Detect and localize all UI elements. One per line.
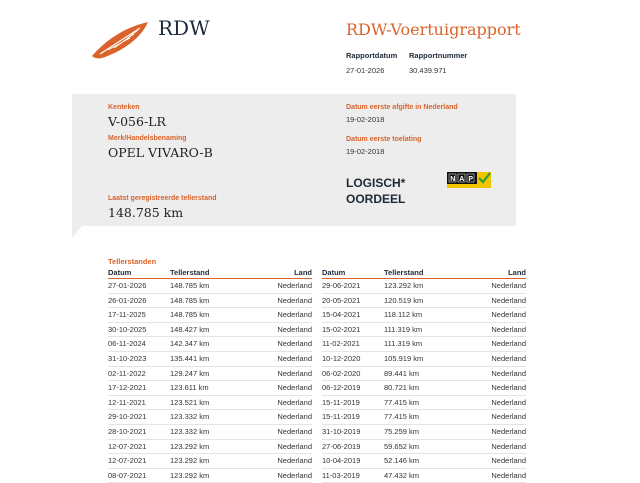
table-row — [108, 352, 312, 367]
row-country: Nederland — [491, 368, 526, 378]
row-date: 15-02-2021 — [322, 324, 361, 334]
report-date-label: Rapportdatum — [346, 51, 398, 60]
row-reading: 77.415 km — [384, 397, 420, 407]
row-country: Nederland — [277, 383, 312, 393]
row-reading: 111.319 km — [384, 339, 423, 349]
row-reading: 148.785 km — [170, 295, 210, 305]
table-row — [322, 279, 526, 294]
nap-logo-icon — [447, 172, 491, 188]
table-row — [108, 308, 312, 323]
row-country: Nederland — [277, 353, 312, 363]
plate-field — [108, 104, 166, 129]
row-reading: 129.247 km — [170, 368, 210, 378]
row-date: 15-11-2019 — [322, 397, 360, 407]
row-reading: 135.441 km — [170, 353, 210, 363]
report-date-block — [346, 51, 397, 75]
row-date: 26-01-2026 — [108, 295, 147, 305]
rdw-logo-icon — [90, 20, 150, 62]
row-date: 15-11-2019 — [322, 412, 360, 422]
table-row — [322, 323, 526, 338]
table-row — [322, 396, 526, 411]
verdict-line1: LOGISCH* — [346, 176, 406, 190]
row-date: 30-10-2025 — [108, 324, 147, 334]
panel-fold — [72, 226, 82, 238]
table-row — [108, 323, 312, 338]
row-date: 27-06-2019 — [322, 441, 361, 451]
row-country: Nederland — [491, 456, 526, 466]
row-date: 06-11-2024 — [108, 339, 146, 349]
table-row — [322, 381, 526, 396]
row-date: 31-10-2019 — [322, 426, 361, 436]
row-country: Nederland — [491, 324, 526, 334]
row-reading: 89.441 km — [384, 368, 420, 378]
row-reading: 118.112 km — [384, 310, 423, 320]
row-reading: 120.519 km — [384, 295, 424, 305]
table-row — [322, 425, 526, 440]
row-country: Nederland — [491, 310, 526, 320]
row-country: Nederland — [277, 310, 312, 320]
row-country: Nederland — [491, 353, 526, 363]
report-number-value: 30.439.971 — [409, 66, 447, 75]
table-row — [108, 454, 312, 469]
table-row — [108, 440, 312, 455]
row-date: 31-10-2023 — [108, 353, 147, 363]
table-row — [108, 337, 312, 352]
row-reading: 123.292 km — [170, 441, 210, 451]
row-date: 12-07-2021 — [108, 456, 147, 466]
row-country: Nederland — [277, 397, 312, 407]
table-row — [108, 396, 312, 411]
table-header — [322, 268, 526, 279]
row-reading: 123.521 km — [170, 397, 210, 407]
readings-table-left — [108, 268, 312, 483]
svg-text:P: P — [468, 176, 474, 183]
row-date: 06-12-2019 — [322, 383, 361, 393]
readings-title: Tellerstanden — [108, 257, 157, 266]
row-reading: 123.292 km — [170, 456, 210, 466]
make-label: Merk/Handelsbenaming — [108, 135, 187, 142]
row-date: 15-04-2021 — [322, 310, 361, 320]
make-value: OPEL VIVARO-B — [108, 145, 213, 160]
first-nl-label: Datum eerste afgifte in Nederland — [346, 104, 458, 111]
row-reading: 148.785 km — [170, 310, 210, 320]
readings-table-right — [322, 268, 526, 483]
table-row — [322, 337, 526, 352]
first-admission-label: Datum eerste toelating — [346, 136, 422, 143]
col-country-header: Land — [294, 268, 312, 277]
make-field — [108, 135, 213, 160]
row-reading: 77.415 km — [384, 412, 420, 422]
table-row — [322, 454, 526, 469]
row-country: Nederland — [277, 339, 312, 349]
col-country-header: Land — [508, 268, 526, 277]
verdict-line2: OORDEEL — [346, 192, 406, 206]
table-row — [322, 367, 526, 382]
row-date: 12-07-2021 — [108, 441, 147, 451]
plate-label: Kenteken — [108, 104, 140, 111]
report-title: RDW-Voertuigrapport — [346, 20, 521, 39]
row-reading: 148.427 km — [170, 324, 210, 334]
table-row — [108, 425, 312, 440]
row-country: Nederland — [491, 441, 526, 451]
row-date: 29-06-2021 — [322, 281, 361, 290]
table-row — [108, 294, 312, 309]
row-date: 06-02-2020 — [322, 368, 361, 378]
plate-value: V-056-LR — [108, 114, 166, 129]
row-reading: 59.652 km — [384, 441, 420, 451]
first-admission-field — [346, 136, 421, 156]
col-reading-header: Tellerstand — [170, 268, 210, 277]
row-reading: 47.432 km — [384, 470, 420, 480]
row-country: Nederland — [491, 397, 526, 407]
table-row — [108, 469, 312, 483]
row-reading: 148.785 km — [170, 281, 210, 290]
row-date: 10-04-2019 — [322, 456, 361, 466]
row-date: 27-01-2026 — [108, 281, 147, 290]
table-row — [108, 381, 312, 396]
odometer-label: Laatst geregistreerde tellerstand — [108, 195, 217, 202]
table-row — [322, 352, 526, 367]
table-header — [108, 268, 312, 279]
table-row — [108, 367, 312, 382]
row-country: Nederland — [277, 368, 312, 378]
row-country: Nederland — [491, 383, 526, 393]
row-country: Nederland — [277, 324, 312, 334]
row-date: 11-03-2019 — [322, 470, 360, 480]
table-row — [108, 279, 312, 294]
row-date: 28-10-2021 — [108, 426, 147, 436]
table-row — [322, 469, 526, 483]
svg-text:N: N — [450, 176, 456, 183]
row-date: 29-10-2021 — [108, 412, 147, 422]
row-date: 08-07-2021 — [108, 470, 147, 480]
row-reading: 123.292 km — [170, 470, 210, 480]
brand-name: RDW — [158, 16, 210, 40]
row-reading: 111.319 km — [384, 324, 423, 334]
row-country: Nederland — [277, 470, 312, 480]
svg-text:A: A — [459, 176, 465, 183]
first-admission-value: 19-02-2018 — [346, 147, 385, 156]
row-date: 11-02-2021 — [322, 339, 360, 349]
row-date: 12-11-2021 — [108, 397, 146, 407]
row-country: Nederland — [277, 412, 312, 422]
report-date-value: 27-01-2026 — [346, 66, 385, 75]
row-country: Nederland — [277, 456, 312, 466]
first-nl-field — [346, 104, 458, 124]
col-date-header: Datum — [108, 268, 132, 277]
row-reading: 80.721 km — [384, 383, 420, 393]
row-country: Nederland — [491, 295, 526, 305]
row-reading: 75.259 km — [384, 426, 420, 436]
row-country: Nederland — [277, 295, 312, 305]
row-date: 17-11-2025 — [108, 310, 146, 320]
row-country: Nederland — [491, 426, 526, 436]
row-country: Nederland — [491, 281, 526, 290]
table-row — [322, 294, 526, 309]
table-row — [108, 410, 312, 425]
row-country: Nederland — [491, 412, 526, 422]
verdict — [346, 175, 405, 207]
row-reading: 142.347 km — [170, 339, 210, 349]
table-row — [322, 308, 526, 323]
row-country: Nederland — [491, 470, 526, 480]
row-country: Nederland — [277, 441, 312, 451]
row-date: 10-12-2020 — [322, 353, 361, 363]
row-country: Nederland — [277, 426, 312, 436]
row-reading: 123.611 km — [170, 383, 209, 393]
row-date: 17-12-2021 — [108, 383, 147, 393]
odometer-field — [108, 195, 217, 220]
row-date: 20-05-2021 — [322, 295, 361, 305]
row-reading: 123.292 km — [384, 281, 424, 290]
row-date: 02-11-2022 — [108, 368, 146, 378]
first-nl-value: 19-02-2018 — [346, 115, 385, 124]
col-reading-header: Tellerstand — [384, 268, 424, 277]
row-country: Nederland — [491, 339, 526, 349]
row-country: Nederland — [277, 281, 312, 290]
odometer-value: 148.785 km — [108, 205, 184, 220]
row-reading: 105.919 km — [384, 353, 424, 363]
report-number-label: Rapportnummer — [409, 51, 468, 60]
table-row — [322, 440, 526, 455]
report-number-block — [409, 51, 467, 75]
row-reading: 123.332 km — [170, 412, 210, 422]
table-row — [322, 410, 526, 425]
row-reading: 123.332 km — [170, 426, 210, 436]
row-reading: 52.146 km — [384, 456, 420, 466]
col-date-header: Datum — [322, 268, 346, 277]
